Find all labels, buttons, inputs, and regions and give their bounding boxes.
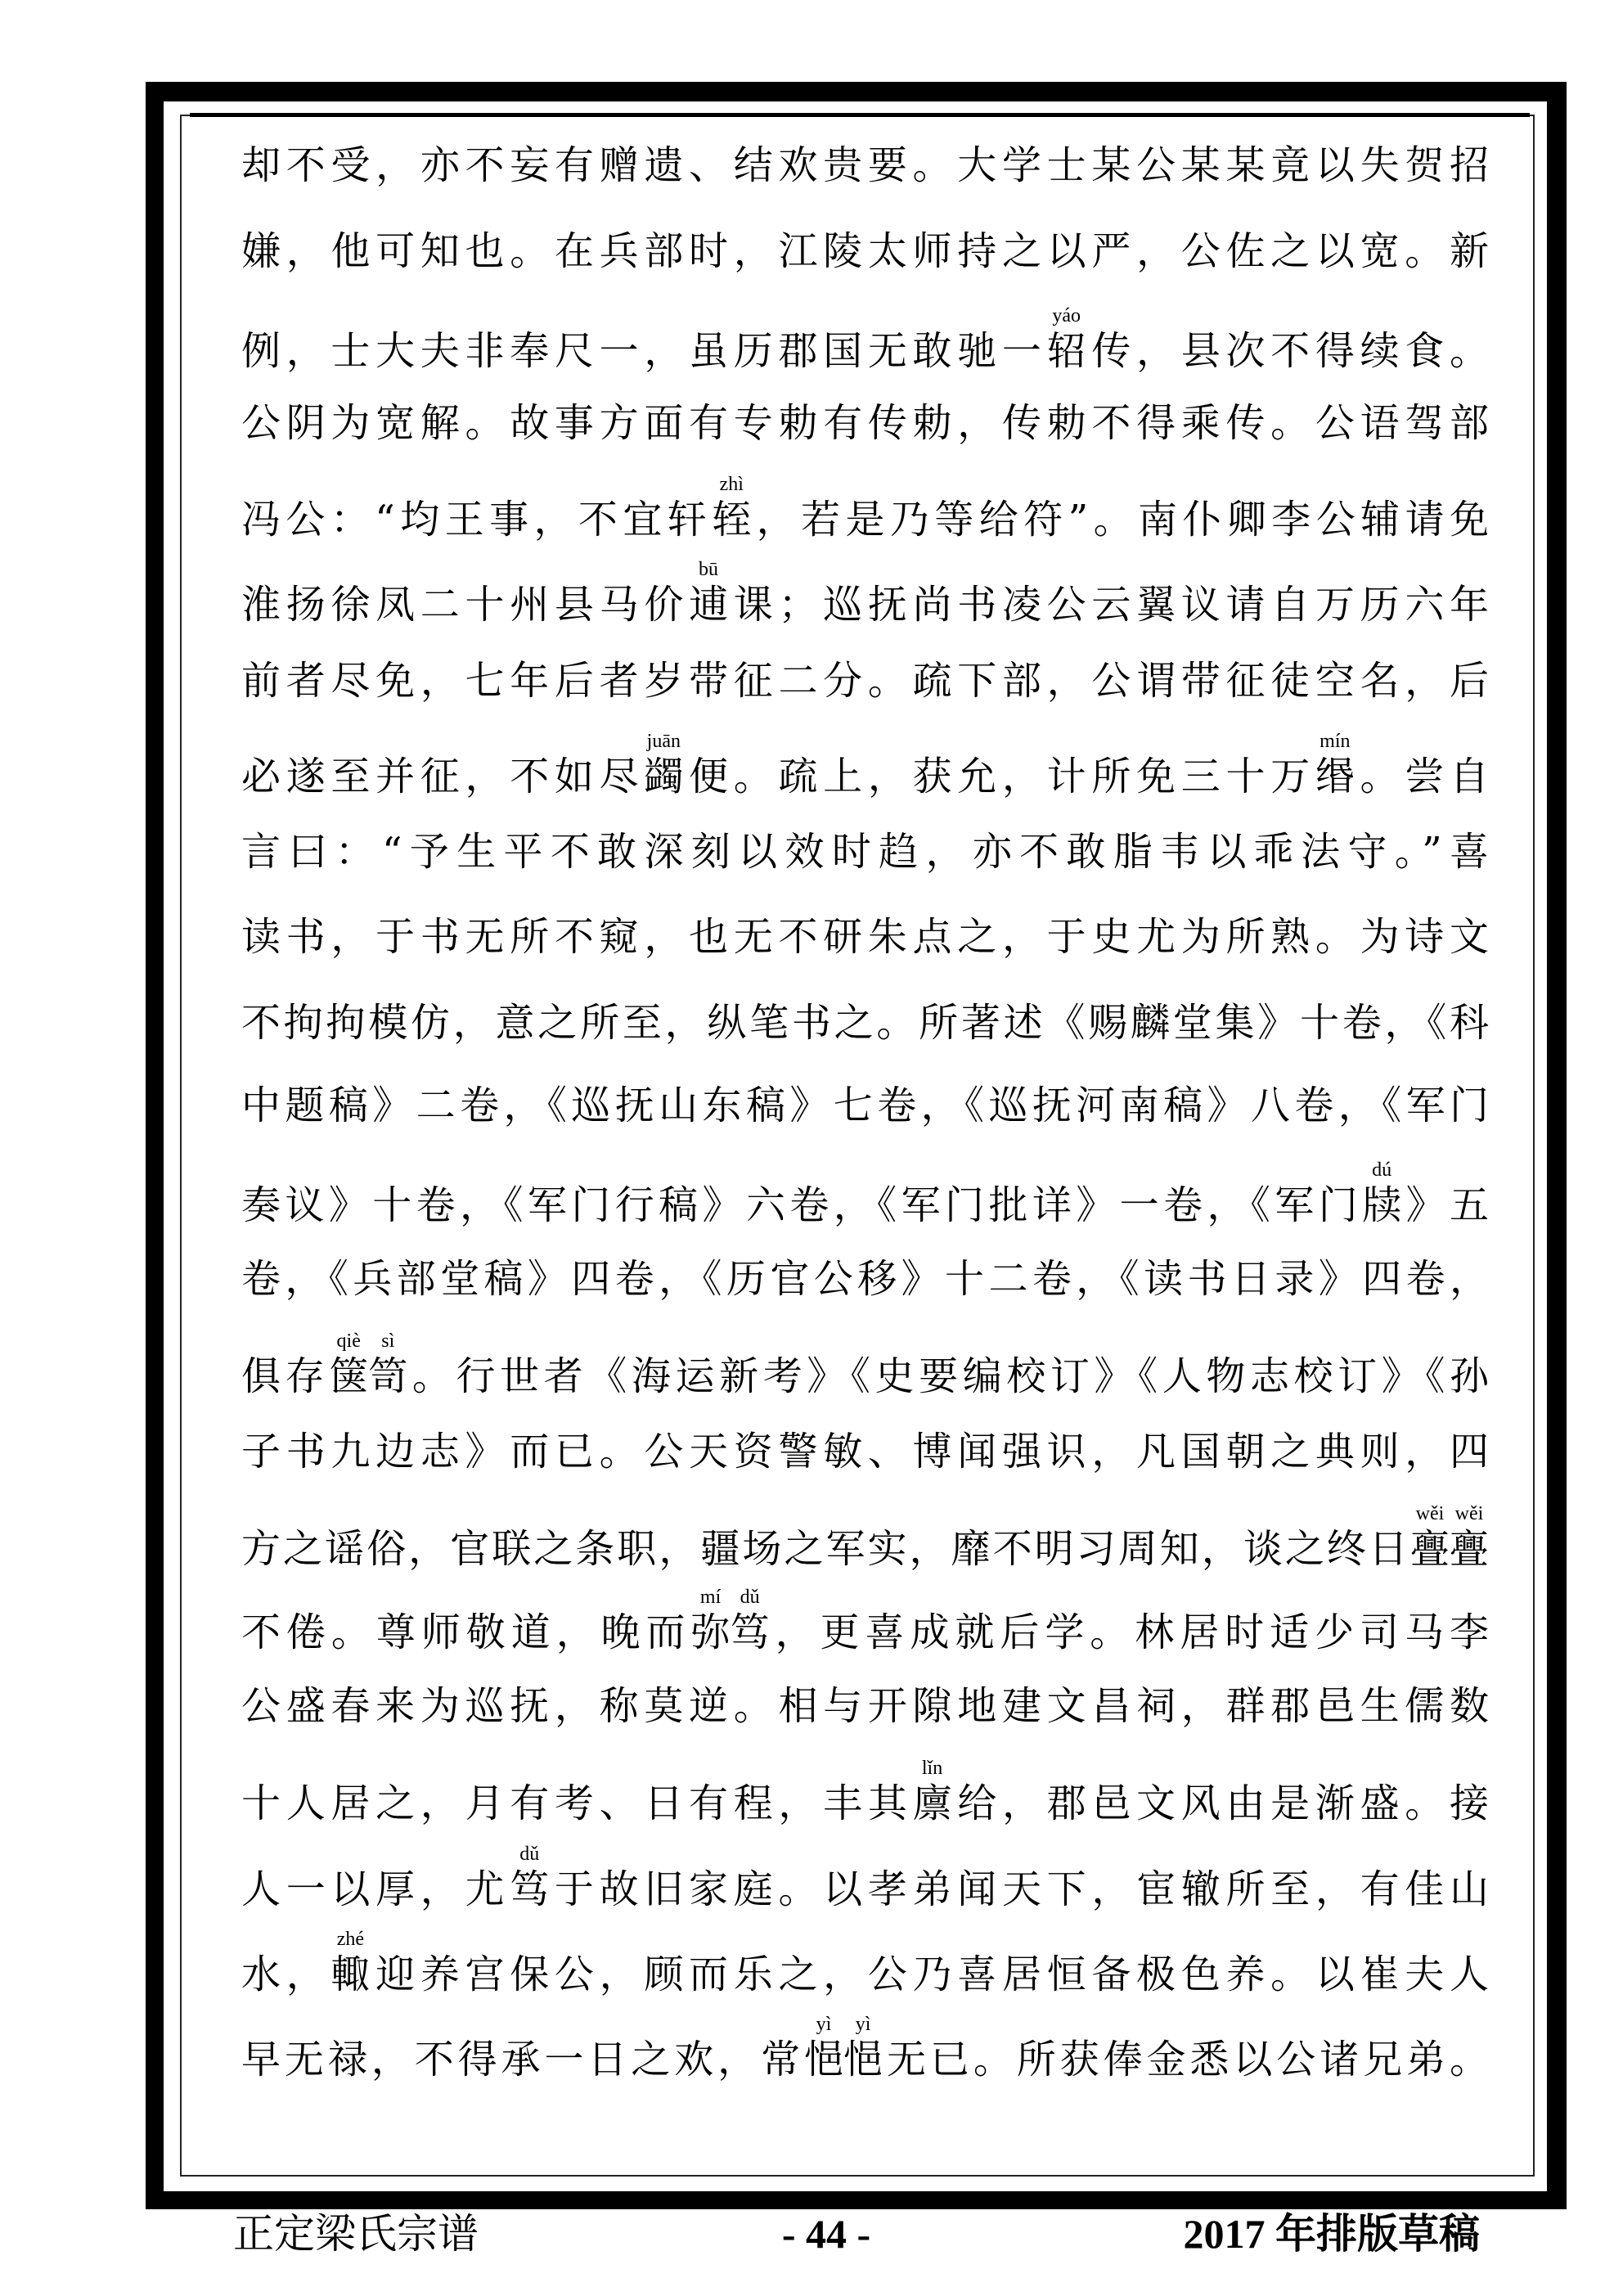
annotated-char-base: 弥 bbox=[690, 1609, 731, 1655]
text-run: 公盛春来为巡抚，称莫逆。相与开隙地建文昌祠，群郡邑生儒数 bbox=[241, 1683, 1489, 1729]
annotated-char bbox=[1046, 305, 1086, 377]
pinyin-annotation: mí bbox=[699, 1587, 722, 1608]
annotated-char-base: 悒 bbox=[804, 2037, 844, 2082]
pinyin-annotation: dú bbox=[1372, 1159, 1392, 1181]
annotated-char bbox=[1362, 1159, 1402, 1231]
annotated-char-base: 逋 bbox=[689, 582, 729, 628]
text-run: 课；巡抚尚书凌公云翼议请自万历六年 bbox=[728, 582, 1489, 628]
footer-draft-note: 2017 年排版草稿 bbox=[1183, 2211, 1480, 2257]
text-run: 读书，于书无所不窥，也无不研朱点之，于史尤为所熟。为诗文 bbox=[241, 914, 1489, 960]
text-line bbox=[241, 1253, 1489, 1305]
text-run: 卷，《兵部堂稿》四卷，《历官公移》十二卷，《读书日录》四卷， bbox=[241, 1256, 1489, 1302]
pinyin-annotation: wěi bbox=[1454, 1503, 1484, 1524]
annotated-char-base: 笃 bbox=[510, 1866, 550, 1912]
text-run: 无已。所获俸金悉以公诸兄弟。 bbox=[883, 2037, 1489, 2082]
text-line bbox=[241, 1079, 1489, 1132]
text-line bbox=[241, 2014, 1489, 2086]
annotated-char bbox=[912, 1758, 952, 1830]
annotated-char bbox=[804, 2014, 844, 2086]
annotated-char bbox=[368, 1330, 408, 1402]
annotated-char bbox=[689, 559, 729, 631]
text-run: 中题稿》二卷，《巡抚山东稿》七卷，《巡抚河南稿》八卷，《军门 bbox=[241, 1083, 1489, 1128]
annotated-char-base: 笥 bbox=[368, 1353, 408, 1399]
annotated-char bbox=[644, 731, 684, 803]
text-line bbox=[241, 559, 1489, 631]
pinyin-annotation: juān bbox=[646, 731, 681, 752]
footer-book-title: 正定梁氏宗谱 bbox=[233, 2211, 479, 2257]
text-run: 嫌，他可知也。在兵部时，江陵太师持之以严，公佐之以宽。新 bbox=[241, 228, 1489, 274]
text-run: 奏议》十卷，《军门行稿》六卷，《军门批详》一卷，《军门 bbox=[241, 1182, 1363, 1228]
text-run: 。行世者《海运新考》《史要编校订》《人物志校订》《孙 bbox=[407, 1353, 1489, 1399]
annotated-char-base: 輙 bbox=[330, 1952, 371, 1997]
text-run: 传，县次不得续食。 bbox=[1086, 328, 1489, 374]
text-run: 方之谣俗，官联之条职，疆场之军实，靡不明习周知，谈之终日 bbox=[241, 1526, 1410, 1572]
text-run: 不倦。尊师敬道，晚而 bbox=[241, 1609, 691, 1655]
annotated-char-base: 悒 bbox=[843, 2037, 883, 2082]
annotated-char-base: 缗 bbox=[1315, 754, 1355, 799]
text-run: 。尝自 bbox=[1354, 754, 1489, 799]
text-line bbox=[241, 474, 1489, 546]
annotated-char bbox=[712, 474, 752, 546]
annotated-char-base: 蠲 bbox=[644, 754, 684, 799]
text-run: 于故旧家庭。以孝弟闻天下，宦辙所至，有佳山 bbox=[549, 1866, 1489, 1912]
text-line bbox=[241, 225, 1489, 277]
text-line bbox=[241, 1159, 1489, 1231]
text-run: 早无禄，不得承一日之欢，常 bbox=[241, 2037, 805, 2082]
annotated-char bbox=[329, 1330, 369, 1402]
text-run: 言曰：“予生平不敢深刻以效时趋，亦不敢脂韦以乖法守。”喜 bbox=[241, 829, 1489, 875]
text-line bbox=[241, 1844, 1489, 1916]
pinyin-annotation: zhì bbox=[719, 474, 744, 495]
pinyin-annotation: lǐn bbox=[921, 1758, 943, 1779]
text-run: 便。疏上，获允，计所免三十万 bbox=[683, 754, 1315, 799]
text-run: 却不受，亦不妄有赠遗、结欢贵要。大学士某公某某竟以失贺招 bbox=[241, 142, 1489, 188]
pinyin-annotation: qiè bbox=[336, 1330, 361, 1352]
text-line bbox=[241, 1425, 1489, 1478]
text-run: 子书九边志》而已。公天资警敏、博闻强识，凡国朝之典则，四 bbox=[241, 1429, 1489, 1474]
annotated-char-base: 亹 bbox=[1409, 1526, 1450, 1572]
annotated-char-base: 笃 bbox=[730, 1609, 770, 1655]
text-run: 不拘拘模仿，意之所至，纵笔书之。所著述《赐麟堂集》十卷，《科 bbox=[241, 1000, 1489, 1046]
pinyin-annotation: yáo bbox=[1052, 305, 1081, 326]
text-run: 给，郡邑文风由是渐盛。接 bbox=[951, 1781, 1489, 1826]
annotated-char-base: 轺 bbox=[1046, 328, 1086, 374]
text-run: 迎养宫保公，顾而乐之，公乃喜居恒备极色养。以崔夫人 bbox=[370, 1952, 1489, 1997]
text-run: 》五 bbox=[1401, 1182, 1489, 1228]
annotated-char bbox=[690, 1587, 731, 1659]
text-line bbox=[241, 1330, 1489, 1402]
pinyin-annotation: zhé bbox=[336, 1929, 365, 1950]
annotated-char-base: 廪 bbox=[912, 1781, 952, 1826]
text-run: 俱存 bbox=[241, 1353, 330, 1399]
text-line bbox=[241, 1929, 1489, 2001]
text-line bbox=[241, 731, 1489, 803]
pinyin-annotation: sì bbox=[381, 1330, 395, 1352]
annotated-char bbox=[1449, 1503, 1489, 1575]
pinyin-annotation: mín bbox=[1320, 731, 1351, 752]
annotated-char-base: 亹 bbox=[1449, 1526, 1489, 1572]
footer-page-number: - 44 - bbox=[781, 2211, 871, 2257]
pinyin-annotation: wěi bbox=[1415, 1503, 1445, 1524]
text-run: 水， bbox=[241, 1952, 331, 1997]
pinyin-annotation: dǔ bbox=[519, 1844, 540, 1865]
text-line bbox=[241, 826, 1489, 878]
text-run: ，若是乃等给符”。南仆卿李公辅请免 bbox=[751, 497, 1489, 542]
annotated-char-base: 轾 bbox=[712, 497, 752, 542]
annotated-char-base: 牍 bbox=[1362, 1182, 1402, 1228]
text-run: ，更喜成就后学。林居时适少司马李 bbox=[769, 1609, 1489, 1655]
pinyin-annotation: yì bbox=[855, 2014, 871, 2035]
annotated-char bbox=[843, 2014, 883, 2086]
annotated-char bbox=[330, 1929, 371, 2001]
annotated-char bbox=[1409, 1503, 1450, 1575]
annotated-char bbox=[730, 1587, 770, 1659]
text-run: 淮扬徐凤二十州县马价 bbox=[241, 582, 690, 628]
text-line bbox=[241, 397, 1489, 449]
text-line bbox=[241, 1503, 1489, 1575]
text-run: 公阴为宽解。故事方面有专勅有传勅，传勅不得乘传。公语驾部 bbox=[241, 400, 1489, 446]
text-run: 前者尽免，七年后者岁带征二分。疏下部，公谓带征徒空名，后 bbox=[241, 658, 1489, 704]
text-line bbox=[241, 139, 1489, 191]
text-line bbox=[241, 1758, 1489, 1830]
annotated-char bbox=[510, 1844, 550, 1916]
text-run: 人一以厚，尤 bbox=[241, 1866, 510, 1912]
pinyin-annotation: dǔ bbox=[740, 1587, 760, 1608]
text-run: 冯公：“均王事，不宜轩 bbox=[241, 497, 713, 542]
text-line bbox=[241, 305, 1489, 377]
text-line bbox=[241, 911, 1489, 963]
text-run: 十人居之，月有考、日有程，丰其 bbox=[241, 1781, 913, 1826]
annotated-char-base: 箧 bbox=[329, 1353, 369, 1399]
text-line bbox=[241, 1587, 1489, 1659]
text-line bbox=[241, 997, 1489, 1049]
pinyin-annotation: yì bbox=[816, 2014, 832, 2035]
text-line bbox=[241, 1680, 1489, 1732]
text-run: 例，士大夫非奉尺一，虽历郡国无敢驰一 bbox=[241, 328, 1047, 374]
annotated-char bbox=[1315, 731, 1355, 803]
text-run: 必遂至并征，不如尽 bbox=[241, 754, 645, 799]
text-line bbox=[241, 655, 1489, 707]
pinyin-annotation: bū bbox=[699, 559, 719, 580]
